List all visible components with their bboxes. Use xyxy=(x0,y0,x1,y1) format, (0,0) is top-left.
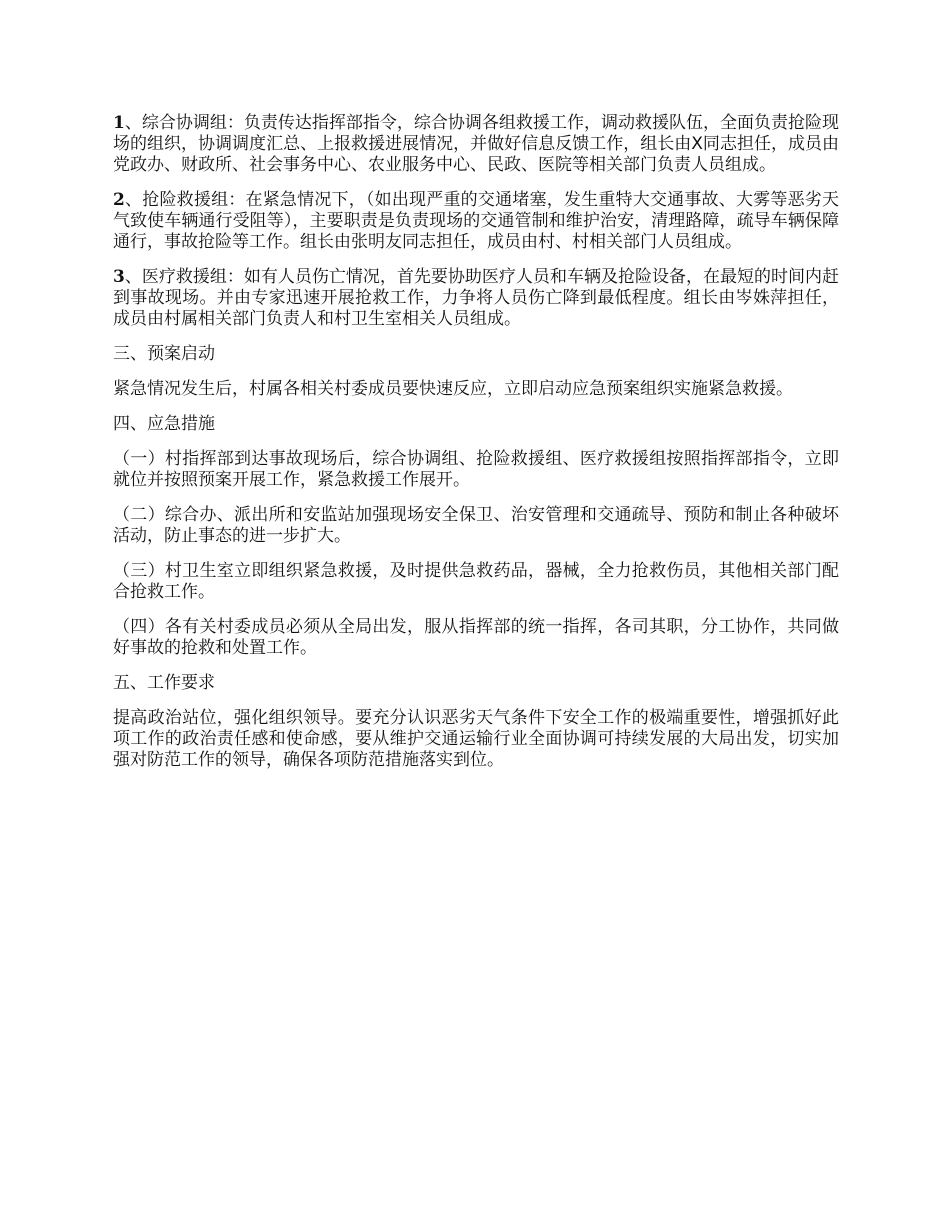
measure-item-1: （一）村指挥部到达事故现场后，综合协调组、抢险救援组、医疗救援组按照指挥部指令，立即就位并按照预案开展工作，紧急救援工作展开。 xyxy=(113,449,839,490)
measure-item-3: （三）村卫生室立即组织紧急救援，及时提供急救药品，器械，全力抢救伤员，其他相关部门配合抢救工作。 xyxy=(113,561,839,602)
group-item-2 xyxy=(113,190,839,253)
item-number: 2 xyxy=(113,190,125,210)
section-text-plan-activation: 紧急情况发生后，村属各相关村委成员要快速反应，立即启动应急预案组织实施紧急救援。 xyxy=(113,379,793,399)
section-text-work-requirements: 提高政治站位，强化组织领导。要充分认识恶劣天气条件下安全工作的极端重要性，增强抓好此项工作的政治责任感和使命感，要从维护交通运输行业全面协调可持续发展的大局出发，切实加强对防范工作的领导，确保各项防范措施落实到位。 xyxy=(113,708,839,770)
section-heading-emergency-measures: 四、应急措施 xyxy=(113,414,215,434)
item-text: 、医疗救援组：如有人员伤亡情况，首先要协助医疗人员和车辆及抢险设备，在最短的时间内赶到事故现场。并由专家迅速开展抢救工作，力争将人员伤亡降到最低程度。组长由岑姝萍担任，成员由村属相关部门负责人和村卫生室相关人员组成。 xyxy=(113,267,839,329)
group-item-3 xyxy=(113,267,839,330)
item-text: 、抢险救援组：在紧急情况下，（如出现严重的交通堵塞，发生重特大交通事故、大雾等恶劣天气致使车辆通行受阻等），主要职责是负责现场的交通管制和维护治安，清理路障，疏导车辆保障通行，事故抢险等工作。组长由张明友同志担任，成员由村、村相关部门人员组成。 xyxy=(113,190,839,252)
measure-item-4: （四）各有关村委成员必须从全局出发，服从指挥部的统一指挥，各司其职，分工协作，共同做好事故的抢救和处置工作。 xyxy=(113,617,839,658)
section-heading-work-requirements: 五、工作要求 xyxy=(113,673,215,693)
item-number: 1 xyxy=(113,113,125,133)
measure-item-2: （二）综合办、派出所和安监站加强现场安全保卫、治安管理和交通疏导、预防和制止各种破坏活动，防止事态的进一步扩大。 xyxy=(113,505,839,546)
item-number: 3 xyxy=(113,267,125,287)
group-item-1 xyxy=(113,113,839,176)
section-heading-plan-activation: 三、预案启动 xyxy=(113,344,215,364)
document-body xyxy=(113,113,839,785)
item-text: 、综合协调组：负责传达指挥部指令，综合协调各组救援工作，调动救援队伍，全面负责抢险现场的组织，协调调度汇总、上报救援进展情况，并做好信息反馈工作，组长由X同志担任，成员由党政办、财政所、社会事务中心、农业服务中心、民政、医院等相关部门负责人员组成。 xyxy=(113,113,839,175)
